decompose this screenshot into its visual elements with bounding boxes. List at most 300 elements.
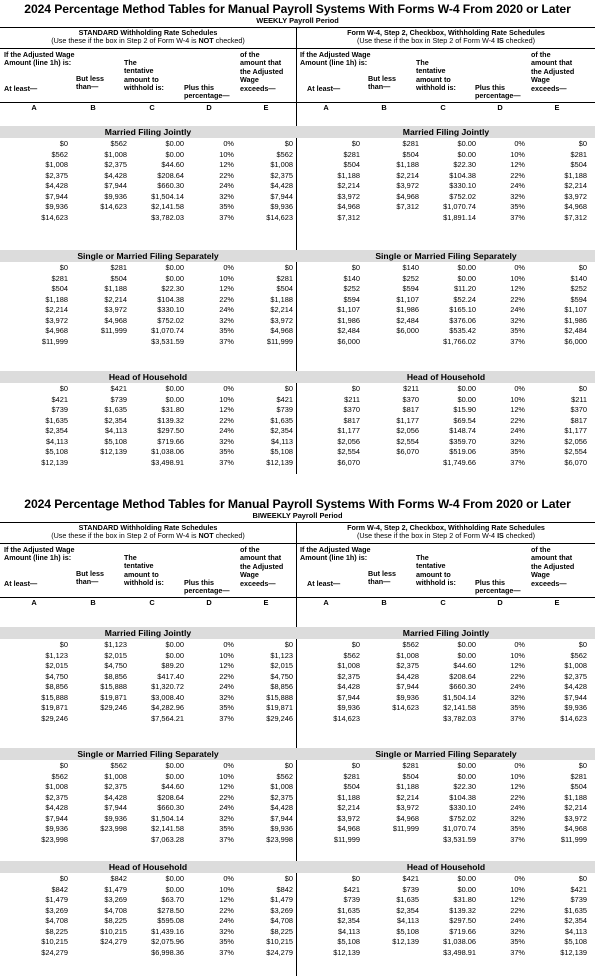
note-post: checked) [503,36,536,46]
cell-col-c: $3,782.03 [443,713,476,723]
cell-col-a: $4,113 [45,436,68,446]
cell-col-b: $4,113 [104,426,127,436]
table-row [0,761,595,772]
col-e-line5: exceeds— [240,578,276,588]
table-row [0,447,595,458]
cell-col-a: $1,188 [337,170,360,180]
col-e-line2: amount that [240,58,282,68]
col-e-line1: of the [240,50,260,59]
group-title: Married Filing Jointly [104,127,192,137]
cell-col-c: $7,063.28 [151,834,184,844]
cell-col-c: $1,038.06 [443,937,476,947]
col-a-line1: If the Adjusted Wage [4,545,75,554]
cell-col-d: 24% [219,426,234,436]
standard-schedules [0,523,296,608]
cell-col-b: $3,972 [396,181,419,191]
col-c-line1: The [124,553,137,562]
cell-col-e: $0 [578,263,587,272]
cell-col-c: $0.00 [457,149,476,159]
cell-col-c: $15.90 [453,405,476,415]
table-row [0,405,595,416]
cell-col-e: $594 [570,294,587,304]
group-title: Married Filing Jointly [402,127,490,137]
checkbox-schedules [297,523,595,608]
column-headers [297,544,595,598]
cell-col-a: $739 [51,405,68,415]
col-c-header [124,59,184,93]
cell-col-c: $297.50 [449,916,476,926]
cell-col-c: $104.38 [449,792,476,802]
cell-col-a: $3,269 [45,905,68,915]
cell-col-c: $0.00 [457,139,476,148]
col-letter-c: C [440,598,446,607]
cell-col-d: 35% [219,202,234,212]
cell-col-e: $0 [284,263,293,272]
col-e-line5: exceeds— [531,578,567,588]
col-b-header [76,75,122,92]
cell-col-c: $1,504.14 [151,191,184,201]
cell-col-e: $3,269 [270,905,293,915]
col-e-header [531,51,591,93]
col-e-line4: Wage [531,570,550,580]
cell-col-c: $22.30 [453,782,476,792]
cell-col-c: $2,141.58 [151,202,184,212]
col-letter-e: E [554,598,560,607]
table-row [0,906,595,917]
cell-col-e: $3,972 [564,191,587,201]
cell-col-e: $504 [276,284,293,294]
col-letter-a: A [31,103,37,112]
cell-col-a: $1,177 [337,426,360,436]
cell-col-b: $9,936 [104,813,127,823]
col-d-line2: percentage— [475,91,521,101]
cell-col-a: $1,008 [45,160,68,170]
cell-col-b: $281 [402,761,419,770]
col-e-line3: the Adjusted [240,561,284,571]
col-letter-e: E [263,598,269,607]
cell-col-b: $504 [110,273,127,283]
table-row [0,803,595,814]
cell-col-e: $1,188 [564,792,587,802]
cell-col-d: 12% [219,895,234,905]
cell-col-b: $5,108 [396,926,419,936]
cell-col-c: $660.30 [157,803,184,813]
cell-col-c: $719.66 [157,436,184,446]
col-d-line1: Plus this [475,83,505,92]
col-c-line2: tentative [124,66,154,76]
cell-col-c: $52.24 [453,294,476,304]
cell-col-a: $421 [51,394,68,404]
cell-col-b: $2,214 [396,792,419,802]
cell-col-e: $24,279 [266,947,293,957]
col-letter-b: B [90,598,96,607]
cell-col-c: $208.64 [157,792,184,802]
cell-col-e: $4,428 [564,682,587,692]
cell-col-e: $1,479 [270,895,293,905]
cell-col-e: $281 [570,149,587,159]
table-row [0,213,595,224]
col-a-line5: At least— [307,84,341,93]
cell-col-a: $12,139 [41,457,68,467]
cell-col-e: $4,968 [564,824,587,834]
cell-col-e: $421 [276,394,293,404]
cell-col-d: 35% [219,703,234,713]
table-row [0,426,595,437]
cell-col-c: $0.00 [457,771,476,781]
cell-col-d: 22% [219,170,234,180]
note-pre: (Use these if the box in Step 2 of Form W-4 [356,36,498,46]
cell-col-a: $1,188 [45,294,68,304]
cell-col-c: $2,141.58 [443,703,476,713]
cell-col-b: $2,375 [104,160,127,170]
col-c-header [416,554,476,588]
col-e-line2: amount that [531,58,573,68]
cell-col-c: $330.10 [157,305,184,315]
cell-col-e: $4,968 [270,326,293,336]
cell-col-a: $1,986 [337,315,360,325]
cell-col-a: $0 [351,139,360,148]
weekly-section [0,0,595,467]
cell-col-c: $0.00 [457,263,476,272]
cell-col-a: $817 [343,415,360,425]
cell-col-a: $1,188 [337,792,360,802]
col-d-header [184,84,240,101]
cell-col-c: $595.08 [157,916,184,926]
cell-col-e: $14,623 [266,212,293,222]
cell-col-b: $6,000 [396,326,419,336]
cell-col-e: $1,008 [564,661,587,671]
cell-col-c: $3,531.59 [151,336,184,346]
cell-col-d: 37% [510,834,525,844]
col-letter-a: A [323,103,329,112]
cell-col-e: $2,375 [270,792,293,802]
cell-col-d: 12% [219,284,234,294]
cell-col-a: $4,428 [45,803,68,813]
cell-col-c: $0.00 [165,884,184,894]
cell-col-c: $0.00 [165,650,184,660]
cell-col-d: 37% [219,834,234,844]
cell-col-e: $1,188 [270,294,293,304]
half-heading-title: STANDARD Withholding Rate Schedules [78,28,218,37]
cell-col-a: $5,108 [337,937,360,947]
note-post: checked) [503,531,536,541]
cell-col-e: $4,428 [270,181,293,191]
cell-col-e: $1,635 [270,415,293,425]
table-row [0,337,595,348]
cell-col-c: $22.30 [161,284,184,294]
cell-col-d: 24% [219,682,234,692]
cell-col-b: $504 [402,149,419,159]
cell-col-a: $19,871 [41,703,68,713]
half-heading [297,523,595,544]
cell-col-d: 0% [223,139,234,148]
cell-col-d: 24% [510,426,525,436]
cell-col-c: $44.60 [161,782,184,792]
cell-col-a: $2,214 [337,803,360,813]
col-c-line1: The [416,58,429,67]
cell-col-d: 0% [514,640,525,649]
note-pre: (Use these if the box in Step 2 of Form W-4 [356,531,498,541]
cell-col-b: $2,354 [396,905,419,915]
biweekly-section [0,495,595,957]
cell-col-b: $1,188 [396,782,419,792]
cell-col-d: 10% [510,650,525,660]
table-row [0,937,595,948]
col-letter-d: D [206,103,212,112]
cell-col-a: $4,428 [337,682,360,692]
cell-col-b: $421 [110,384,127,393]
cell-col-d: 0% [514,263,525,272]
half-heading-title: STANDARD Withholding Rate Schedules [78,523,218,532]
note-post: checked) [213,531,245,541]
cell-col-a: $3,972 [45,315,68,325]
table-row [0,284,595,295]
cell-col-b: $1,107 [396,294,419,304]
col-c-line3: amount to [124,569,159,579]
cell-col-c: $297.50 [157,426,184,436]
cell-col-b: $8,856 [104,671,127,681]
cell-col-e: $739 [276,405,293,415]
col-e-line1: of the [240,545,260,554]
col-d-header [184,579,240,596]
col-letter-b: B [90,103,96,112]
cell-col-c: $104.38 [157,294,184,304]
col-c-header [124,554,184,588]
payroll-period: BIWEEKLY Payroll Period [252,511,343,520]
cell-col-a: $1,479 [45,895,68,905]
cell-col-c: $0.00 [165,771,184,781]
cell-col-b: $5,108 [104,436,127,446]
cell-col-d: 0% [514,139,525,148]
cell-col-e: $3,972 [564,813,587,823]
cell-col-c: $0.00 [165,263,184,272]
checkbox-schedules [297,28,595,113]
table-row [0,714,595,725]
cell-col-d: 37% [219,336,234,346]
cell-col-e: $2,375 [564,671,587,681]
cell-col-d: 10% [510,394,525,404]
cell-col-a: $7,944 [45,813,68,823]
cell-col-b: $2,214 [396,170,419,180]
cell-col-b: $7,944 [396,682,419,692]
cell-col-c: $3,498.91 [443,947,476,957]
cell-col-d: 0% [223,263,234,272]
cell-col-b: $739 [110,394,127,404]
col-c-line2: tentative [124,561,154,571]
cell-col-a: $9,936 [45,824,68,834]
table-row [0,395,595,406]
col-a-line2: Amount (line 1h) is: [4,553,72,563]
cell-col-c: $208.64 [157,170,184,180]
col-b-line2: than— [76,577,99,587]
cell-col-b: $3,972 [104,305,127,315]
col-a-line5: At least— [4,84,38,93]
cell-col-c: $278.50 [157,905,184,915]
cell-col-c: $752.02 [157,315,184,325]
cell-col-a: $0 [59,761,68,770]
cell-col-d: 35% [219,937,234,947]
cell-col-e: $7,944 [270,813,293,823]
payroll-period: WEEKLY Payroll Period [256,16,339,25]
cell-col-e: $4,113 [270,436,293,446]
cell-col-e: $562 [570,650,587,660]
table-row [0,885,595,896]
col-e-line2: amount that [240,553,282,563]
cell-col-b: $10,215 [100,926,127,936]
cell-col-d: 32% [219,315,234,325]
col-e-line3: the Adjusted [531,561,575,571]
col-e-line3: the Adjusted [531,66,575,76]
cell-col-a: $7,944 [45,191,68,201]
cell-col-e: $9,936 [270,202,293,212]
cell-col-b: $4,750 [104,661,127,671]
col-letter-e: E [263,103,269,112]
cell-col-b: $842 [110,874,127,883]
cell-col-d: 35% [510,202,525,212]
cell-col-a: $7,312 [337,212,360,222]
column-letters [0,598,296,608]
cell-col-d: 24% [510,682,525,692]
table-row [0,202,595,213]
cell-col-c: $0.00 [457,884,476,894]
cell-col-a: $1,635 [45,415,68,425]
cell-col-b: $8,225 [104,916,127,926]
cell-col-a: $10,215 [41,937,68,947]
col-letter-e: E [554,103,560,112]
cell-col-a: $14,623 [41,212,68,222]
cell-col-c: $3,498.91 [151,457,184,467]
cell-col-e: $252 [570,284,587,294]
table-row [0,295,595,306]
cell-col-d: 37% [510,336,525,346]
cell-col-d: 35% [510,703,525,713]
cell-col-a: $842 [51,884,68,894]
table-row [0,263,595,274]
col-e-line5: exceeds— [531,83,567,93]
column-letters [297,103,595,113]
group-title: Head of Household [406,862,486,872]
cell-col-a: $12,139 [333,947,360,957]
group-title: Head of Household [108,372,188,382]
half-heading-title: Form W-4, Step 2, Checkbox, Withholding Rate Schedules [347,523,545,532]
cell-col-a: $281 [343,771,360,781]
cell-col-a: $594 [343,294,360,304]
cell-col-c: $11.20 [453,284,476,294]
cell-col-a: $4,428 [45,181,68,191]
cell-col-e: $1,635 [564,905,587,915]
cell-col-e: $7,944 [564,692,587,702]
cell-col-a: $1,008 [45,782,68,792]
cell-col-a: $0 [351,874,360,883]
cell-col-b: $11,999 [392,824,419,834]
cell-col-b: $370 [402,394,419,404]
half-heading-title: Form W-4, Step 2, Checkbox, Withholding Rate Schedules [347,28,545,37]
cell-col-a: $2,554 [337,447,360,457]
cell-col-e: $12,139 [560,947,587,957]
cell-col-e: $29,246 [266,713,293,723]
cell-col-a: $0 [59,640,68,649]
cell-col-a: $15,888 [41,692,68,702]
cell-col-b: $14,623 [392,703,419,713]
cell-col-e: $211 [571,394,587,404]
col-letter-d: D [497,103,503,112]
col-d-line1: Plus this [475,578,505,587]
table-frame [0,27,595,467]
cell-col-d: 22% [219,671,234,681]
col-b-line1: But less [368,74,396,83]
cell-col-a: $6,070 [337,457,360,467]
cell-col-c: $139.32 [157,415,184,425]
cell-col-c: $44.60 [453,661,476,671]
cell-col-e: $1,008 [270,782,293,792]
cell-col-b: $4,113 [396,916,419,926]
cell-col-a: $252 [343,284,360,294]
cell-col-a: $370 [343,405,360,415]
cell-col-b: $4,428 [104,792,127,802]
cell-col-c: $139.32 [449,905,476,915]
col-c-line1: The [416,553,429,562]
cell-col-a: $2,214 [45,305,68,315]
cell-col-b: $4,968 [104,315,127,325]
column-letters [0,103,296,113]
cell-col-a: $4,968 [337,824,360,834]
col-b-line1: But less [76,74,104,83]
cell-col-c: $0.00 [165,640,184,649]
cell-col-e: $8,856 [270,682,293,692]
cell-col-c: $1,766.02 [443,336,476,346]
note-pre: (Use these if the box in Step 2 of Form W-4 is [51,36,199,46]
col-d-header [475,84,531,101]
cell-col-d: 24% [510,916,525,926]
col-d-line2: percentage— [184,586,230,596]
cell-col-a: $2,354 [45,426,68,436]
cell-col-e: $2,554 [564,447,587,457]
cell-col-b: $12,139 [100,447,127,457]
cell-col-a: $421 [343,884,360,894]
cell-col-c: $0.00 [457,384,476,393]
cell-col-b: $2,214 [104,294,127,304]
cell-col-d: 32% [510,692,525,702]
cell-col-e: $5,108 [564,937,587,947]
col-c-line4: withhold is: [416,578,456,588]
cell-col-d: 0% [514,874,525,883]
cell-col-d: 32% [219,692,234,702]
cell-col-e: $140 [570,273,587,283]
cell-col-d: 37% [219,947,234,957]
cell-col-a: $8,856 [45,682,68,692]
cell-col-d: 35% [219,824,234,834]
cell-col-e: $11,999 [560,834,587,844]
cell-col-e: $19,871 [266,703,293,713]
cell-col-c: $752.02 [449,191,476,201]
cell-col-c: $3,782.03 [151,212,184,222]
cell-col-e: $0 [578,384,587,393]
table-row [0,326,595,337]
cell-col-b: $19,871 [100,692,127,702]
cell-col-d: 10% [219,771,234,781]
cell-col-a: $4,113 [337,926,360,936]
cell-col-a: $2,015 [45,661,68,671]
table-row [0,772,595,783]
col-letter-b: B [381,103,387,112]
cell-col-e: $4,708 [270,916,293,926]
cell-col-d: 12% [510,895,525,905]
col-e-line4: Wage [531,75,550,85]
cell-col-a: $0 [351,640,360,649]
cell-col-d: 0% [223,384,234,393]
cell-col-e: $14,623 [560,713,587,723]
cell-col-b: $6,070 [396,447,419,457]
